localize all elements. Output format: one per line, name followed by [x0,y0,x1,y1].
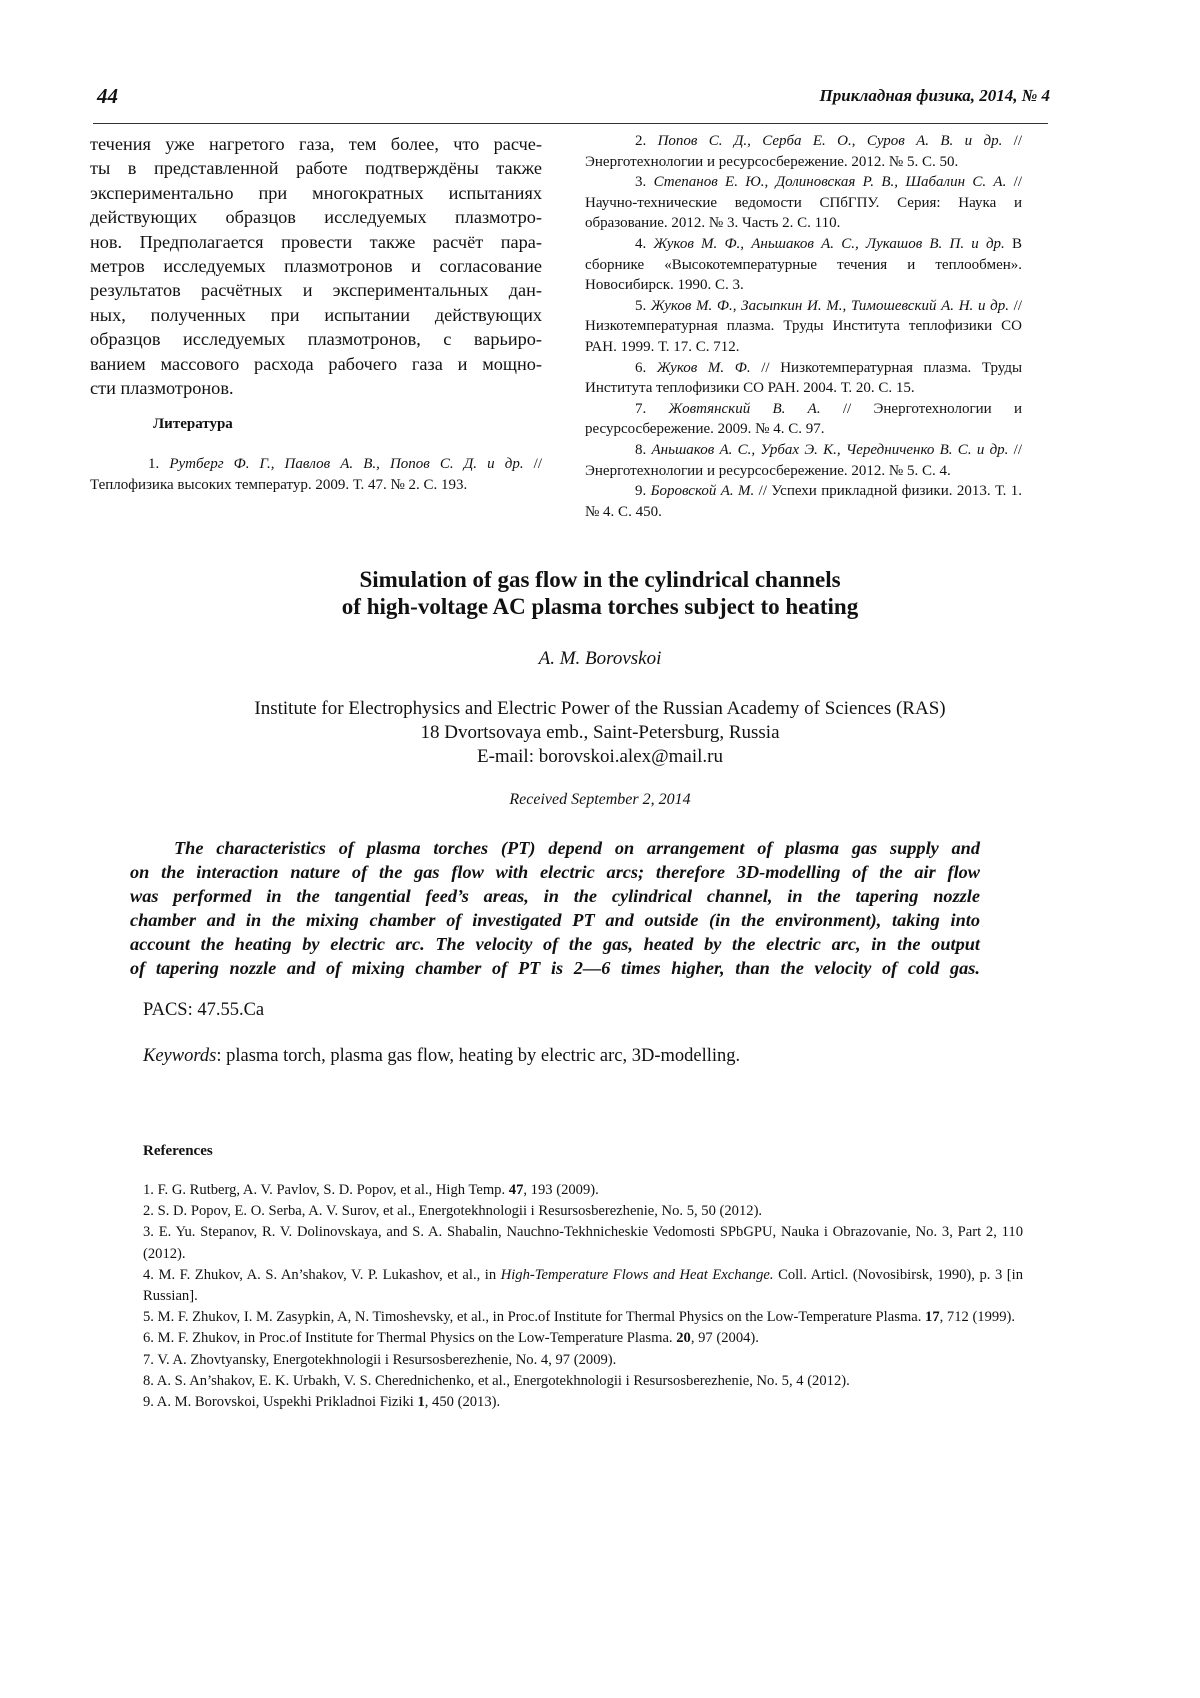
title-line: Simulation of gas flow in the cylindrical channels [359,567,841,592]
references-heading: References [143,1143,213,1159]
abstract [130,836,980,980]
abstract-line: on the interaction nature of the gas flow with electric arcs; therefore 3D-modelling of the air flow [130,862,980,882]
right-column-references [585,131,1022,522]
reference-segment: 17 [925,1309,940,1326]
reference-segment: 9. A. M. Borovskoi, Uspekhi Prikladnoi Fiziki [143,1394,418,1411]
reference-segment: , 97 (2004). [690,1330,759,1347]
abstract-line: account the heating by electric arc. The velocity of the gas, heated by the electric arc, in the output [130,934,980,954]
abstract-line: chamber and in the mixing chamber of investigated PT and outside (in the environment), taking into [130,910,980,930]
text-line: ных, полученных при испытании действующих [90,304,542,325]
affiliation [0,697,1200,769]
text-line: нов. Предполагается провести также расчёт пара- [90,231,542,252]
text-line: образцов исследуемых плазмотронов, с варьиро- [90,329,542,350]
ref-authors: Жуков М. Ф. [656,359,751,376]
reference-segment: 1. F. G. Rutberg, A. V. Pavlov, S. D. Popov, et al., High Temp. [143,1182,509,1198]
reference-segment: High-Temperature Flows and Heat Exchange. [500,1266,774,1283]
ref-source: // Низкотемпературная плазма. Труды Института теплофизики СО РАН. 2004. Т. 20. С. 15. [585,359,1023,397]
ref-authors: Жовтянский В. А. [668,400,821,417]
reference-segment: , 450 (2013). [424,1394,501,1411]
ref-number: 3. [635,174,654,191]
received-date: Received September 2, 2014 [509,791,691,808]
reference-item [143,1371,1023,1392]
literature-heading: Литература [153,416,233,432]
russian-reference [585,481,1022,522]
russian-reference [585,172,1022,234]
email: E-mail: borovskoi.alex@mail.ru [477,746,723,767]
reference-item [143,1392,1023,1413]
abstract-line: was performed in the tangential feed’s areas, in the cylindrical channel, in the tapering nozzle [130,886,980,906]
abstract-line: The characteristics of plasma torches (PT) depend on arrangement of plasma gas supply and [174,838,980,858]
ref-source: // Низкотемпературная плазма. Труды Института теплофизики СО РАН. 1999. Т. 17. С. 712. [585,297,1022,355]
russian-reference [585,296,1022,358]
reference-segment: 3. E. Yu. Stepanov, R. V. Dolinovskaya, and S. A. Shabalin, Nauchno-Tekhnicheskie Vedomosti SPbGPU, Nauka i Obrazovanie, No. 3, Part 2, 110 (2012). [143,1224,1023,1262]
ref-source: В сборнике «Высокотемпературные течения и теплообмен». Новосибирск. 1990. С. 3. [585,235,1022,294]
header-divider [93,123,1048,124]
ref-source: // Энерготехнологии и ресурсосбережение. 2012. № 5. С. 50. [585,133,1023,170]
reference-item [143,1222,1023,1264]
ref-authors: Аньшаков А. С., Урбах Э. К., Чередниченко В. С. и др. [651,441,1009,458]
reference-segment: 5. M. F. Zhukov, I. M. Zasypkin, A, N. Timoshevsky, et al., in Proc.of Institute for Thermal Physics on the Low-Temperature Plasma. [143,1309,926,1326]
ref-number: 6. [635,359,657,376]
russian-reference [585,234,1022,296]
abstract-line: of tapering nozzle and of mixing chamber of PT is 2—6 times higher, than the velocity of cold gas. [130,958,980,978]
pacs: PACS: 47.55.Ca [143,1000,265,1020]
ref-authors: Рутберг Ф. Г., Павлов А. В., Попов С. Д. и др. [169,456,524,472]
reference-segment: 8. A. S. An’shakov, E. K. Urbakh, V. S. Cherednichenko, et al., Energotekhnologii i Resursosberezhenie, No. 5, 4 (2012). [143,1372,850,1389]
reference-segment: , 193 (2009). [523,1182,599,1198]
text-line: метров исследуемых плазмотронов и согласование [90,256,542,277]
ref-authors: Жуков М. Ф., Засыпкин И. М., Тимошевский А. Н. и др. [650,297,1009,314]
page-number: 44 [97,84,118,108]
article-title [0,566,1200,620]
ref-number: 7. [635,400,669,417]
title-line: of high-voltage AC plasma torches subject to heating [341,594,859,619]
text-line: течения уже нагретого газа, тем более, что расче- [90,134,542,154]
reference-segment: 47 [508,1182,524,1198]
text-line: экспериментально при многократных испытаниях [90,182,542,203]
reference-item [143,1265,1023,1307]
ref-number: 4. [635,235,654,252]
ref-number: 2. [635,133,658,149]
reference-segment: 2. S. D. Popov, E. O. Serba, A. V. Surov, et al., Energotekhnologii i Resursosberezhenie, No. 5, 50 (2012). [143,1203,763,1220]
keywords-list: : plasma torch, plasma gas flow, heating by electric arc, 3D-modelling. [216,1046,741,1066]
text-line: сти плазмотронов. [90,378,234,399]
ref-authors: Степанов Е. Ю., Долиновская Р. В., Шабалин С. А. [653,174,1007,191]
reference-segment: Coll. Articl. (Novosibirsk, 1990), p. 3 [in Russian]. [143,1266,1023,1305]
reference-segment: 7. V. A. Zhovtyansky, Energotekhnologii i Resursosberezhenie, No. 4, 97 (2009). [143,1351,617,1368]
ref-source: // Научно-технические ведомости СПбГПУ. Серия: Наука и образование. 2012. № 3. Часть 2. С. 110. [585,174,1022,232]
text-line: результатов расчётных и экспериментальных дан- [90,280,542,301]
reference-item [143,1350,1023,1371]
reference-segment: 1 [417,1394,425,1411]
reference-segment: , 712 (1999). [939,1309,1016,1326]
ref-authors: Жуков М. Ф., Аньшаков А. С., Лукашов В. П. и др. [653,235,1005,252]
ref-number: 9. [635,483,651,500]
ref-authors: Боровской А. М. [650,483,755,500]
keywords-label: Keywords [143,1046,217,1066]
ref-number: 5. [635,297,651,314]
author: A. M. Borovskoi [538,648,662,669]
ref-source: // Энерготехнологии и ресурсосбережение. 2009. № 4. С. 97. [585,400,1022,438]
references-list [143,1180,1023,1413]
russian-reference [585,399,1022,440]
address: 18 Dvortsovaya emb., Saint-Petersburg, Russia [420,722,780,743]
russian-reference [585,358,1022,399]
ref-source: // Теплофизика высоких температур. 2009. Т. 47. № 2. С. 193. [90,456,543,493]
journal-header: Прикладная физика, 2014, № 4 [819,86,1050,105]
reference-item [143,1307,1023,1328]
ref-authors: Попов С. Д., Серба Е. О., Суров А. В. и др. [657,133,1003,149]
ref-source: // Успехи прикладной физики. 2013. Т. 1. № 4. С. 450. [585,483,1023,520]
ref-number: 8. [635,441,652,458]
russian-reference [585,440,1022,481]
left-column-text [90,132,542,400]
ref-source: // Энерготехнологии и ресурсосбережение. 2012. № 5. С. 4. [585,441,1023,479]
ref-number: 1. [148,456,170,472]
russian-reference [585,131,1022,172]
reference-segment: 20 [676,1330,691,1347]
text-line: действующих образцов исследуемых плазмотро- [90,207,542,228]
reference-item [143,1180,1023,1201]
reference-item [143,1201,1023,1222]
reference-segment: 4. M. F. Zhukov, A. S. An’shakov, V. P. Lukashov, et al., in [143,1266,501,1283]
russian-reference-1 [90,454,542,495]
reference-segment: 6. M. F. Zhukov, in Proc.of Institute for Thermal Physics on the Low-Temperature Plasma. [143,1330,677,1347]
keywords [143,1046,740,1067]
reference-item [143,1328,1023,1349]
text-line: ванием массового расхода рабочего газа и мощно- [90,353,542,374]
institute: Institute for Electrophysics and Electric Power of the Russian Academy of Sciences (RAS) [254,698,946,719]
text-line: ты в представленной работе подтверждёны также [90,158,542,179]
